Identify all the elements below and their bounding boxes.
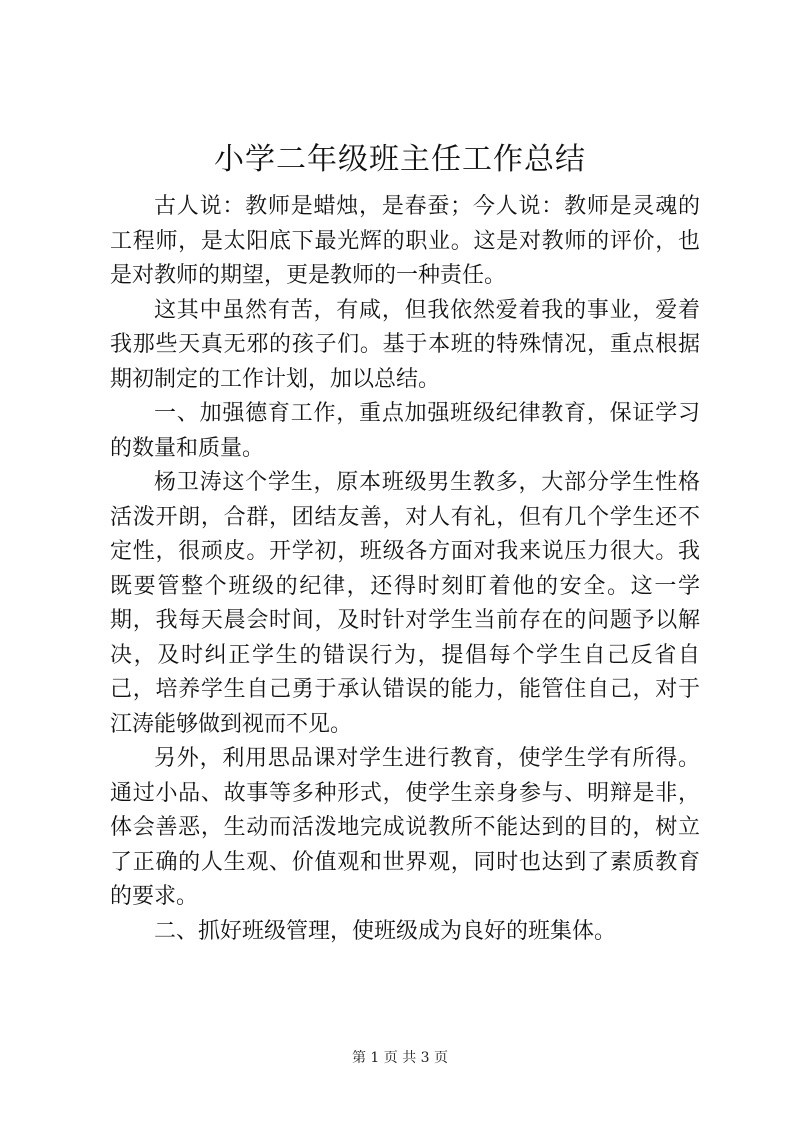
paragraph-section-two-heading: 二、抓好班级管理，使班级成为良好的班集体。 — [154, 918, 617, 944]
paragraph-intro: 古人说：教师是蜡烛，是春蚕；今人说：教师是灵魂的工程师，是太阳底下最光辉的职业。这是对教师的评价，也是对教师的期望，更是教师的一种责任。 — [110, 194, 700, 288]
paragraph-reflection: 这其中虽然有苦，有咸，但我依然爱着我的事业，爱着我那些天真无邪的孩子们。基于本班的特殊情况，重点根据期初制定的工作计划，加以总结。 — [110, 297, 700, 392]
document-body — [110, 190, 700, 949]
paragraph-section-one-heading: 一、加强德育工作，重点加强班级纪律教育，保证学习的数量和质量。 — [110, 401, 700, 461]
paragraph-student-case: 杨卫涛这个学生，原本班级男生教多，大部分学生性格活泼开朗，合群，团结友善，对人有礼，但有几个学生还不定性，很顽皮。开学初，班级各方面对我来说压力很大。我既要管整个班级的纪律，还得时刻盯着他的安全。这一学期，我每天晨会时间，及时针对学生当前存在的问题予以解决，及时纠正学生的错误行为，提倡每个学生自己反省自己，培养学生自己勇于承认错误的能力，能管住自己，对于江涛能够做到视而不见。 — [110, 470, 700, 737]
document-title: 小学二年级班主任工作总结 — [214, 142, 586, 177]
page-footer: 第 1 页 共 3 页 — [351, 1050, 449, 1066]
paragraph-moral-education: 另外，利用思品课对学生进行教育，使学生学有所得。通过小品、故事等多种形式，使学生亲身参与、明辩是非，体会善恶，生动而活泼地完成说教所不能达到的目的，树立了正确的人生观、价值观和世界观，同时也达到了素质教育的要求。 — [110, 746, 700, 909]
